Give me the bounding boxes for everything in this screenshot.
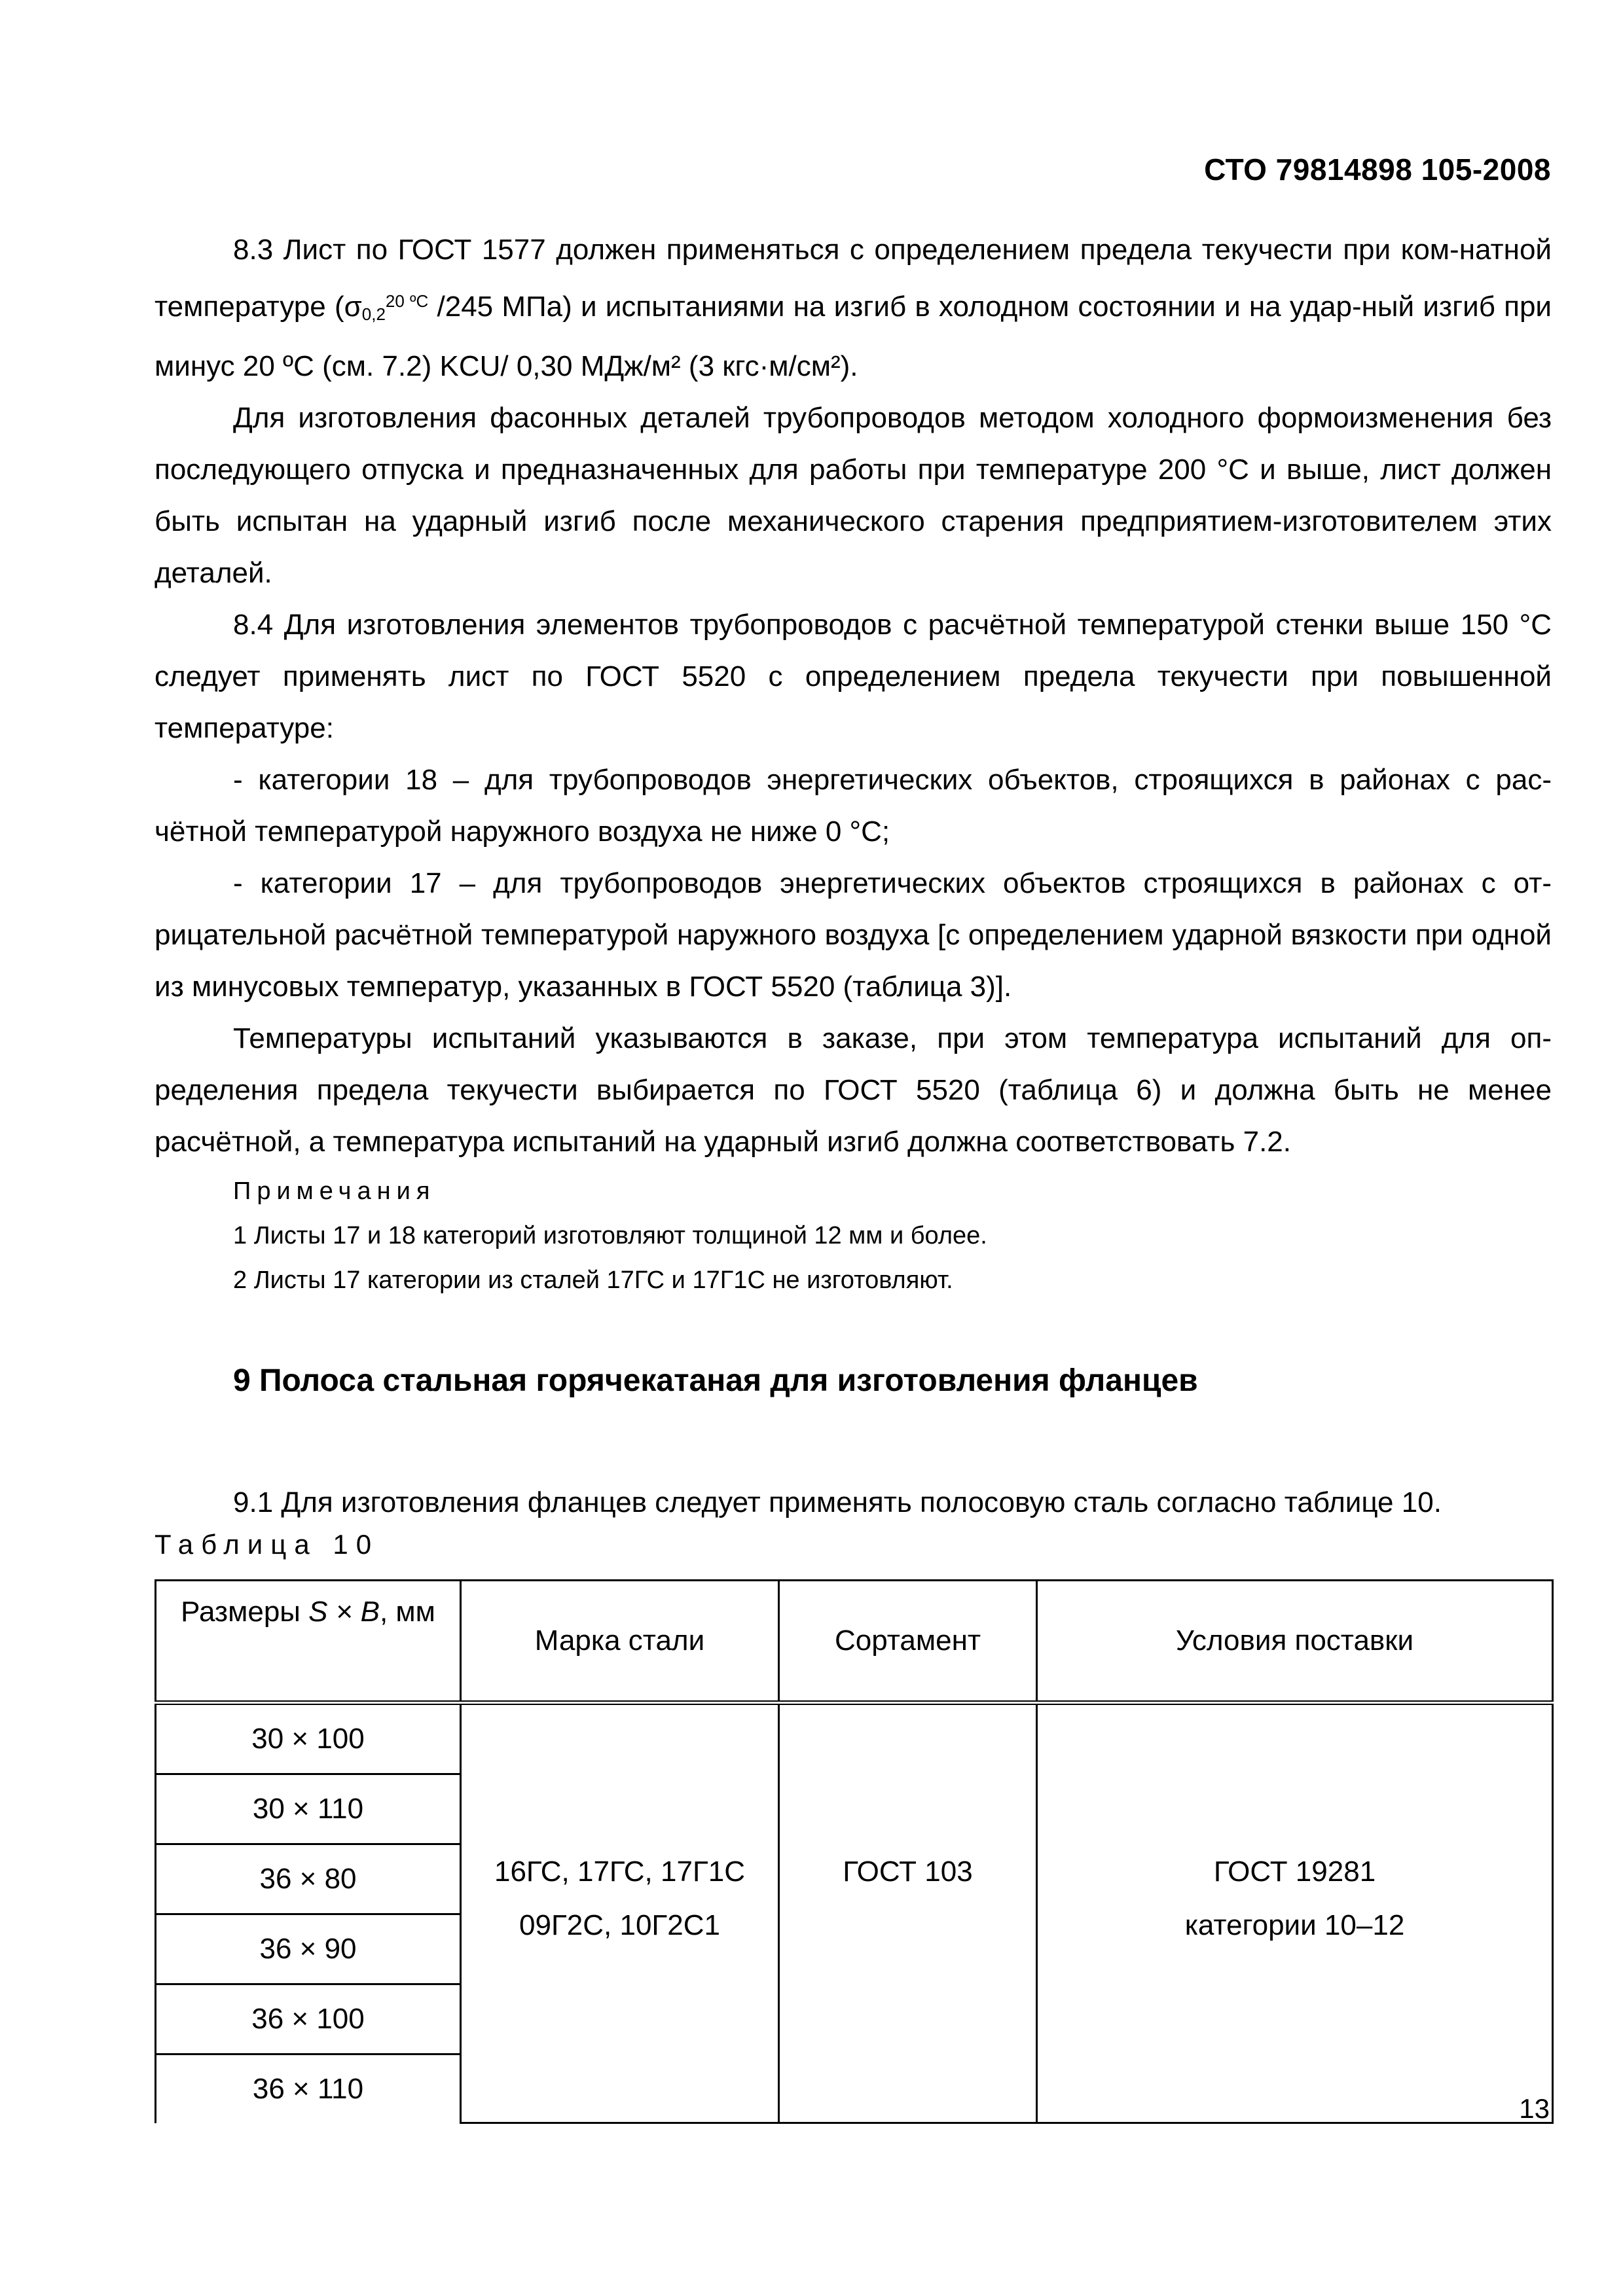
assortment-value: ГОСТ 103	[843, 1856, 973, 1888]
size-cell: 36 × 80	[156, 1844, 461, 1914]
steel-grade-line-1: 16ГС, 17ГС, 17Г1С	[494, 1856, 746, 1888]
delivery-line-2: категории 10–12	[1184, 1909, 1405, 1941]
size-cell: 30 × 100	[156, 1703, 461, 1774]
header-delivery-conditions: Условия поставки	[1037, 1581, 1553, 1703]
header-steel-grade: Марка стали	[461, 1581, 779, 1703]
size-cell: 36 × 100	[156, 1984, 461, 2054]
table-10	[155, 1579, 1554, 2124]
paragraph-8-3-part-b: /245 МПа) и испытаниями на изгиб в холодном состоянии и на удар-ный изгиб при минус 20 ºС (см. 7.2) KCU/ 0,30 МДж/м² (3 кгс·м/см²).	[155, 291, 1552, 382]
table-caption: Таблица 10	[155, 1529, 380, 1560]
steel-grade-cell	[461, 1703, 779, 2123]
table-header-row	[156, 1581, 1553, 1703]
steel-grade-line-2: 09Г2С, 10Г2С1	[519, 1909, 720, 1941]
size-cell: 36 × 90	[156, 1914, 461, 1984]
delivery-line-1: ГОСТ 19281	[1213, 1856, 1376, 1888]
note-item-2: 2 Листы 17 категории из сталей 17ГС и 17Г1С не изготовляют.	[233, 1266, 953, 1294]
paragraph-8-3-part-a: 8.3 Лист по ГОСТ 1577 должен применяться с определением предела текучести при ком-натной температуре (	[155, 234, 1552, 323]
paragraph-9-1	[155, 1477, 1552, 1528]
header-sizes-suffix: , мм	[379, 1596, 435, 1628]
paragraph-test-temperatures: Температуры испытаний указываются в заказе, при этом температура испытаний для оп-ределения предела текучести выбирается по ГОСТ 5520 (таблица 6) и должна быть не менее расчётной, а температура испытаний на ударный изгиб должна соответствовать 7.2.	[155, 1022, 1552, 1158]
body-text	[155, 224, 1552, 1302]
header-sizes-variables: S × B	[308, 1596, 380, 1628]
paragraph-fason-details: Для изготовления фасонных деталей трубопроводов методом холодного формоизменения без последующего отпуска и предназначенных для работы при температуре 200 °С и выше, лист должен быть испытан на ударный изгиб после механического старения предприятием-изготовителем этих деталей.	[155, 402, 1552, 589]
paragraph-category-17: - категории 17 – для трубопроводов энергетических объектов строящихся в районах с от-рицательной расчётной температурой наружного воздуха [с определением ударной вязкости при одной из минусовых температур, указанных в ГОСТ 5520 (таблица 3)].	[155, 867, 1552, 1003]
sigma-symbol: σ	[344, 291, 362, 323]
section-9-title: 9 Полоса стальная горячекатаная для изготовления фланцев	[233, 1363, 1198, 1398]
table-row	[156, 1703, 1553, 1774]
page-number: 13	[1519, 2093, 1550, 2124]
assortment-cell	[779, 1703, 1037, 2123]
size-cell: 36 × 110	[156, 2054, 461, 2123]
paragraph-8-4: 8.4 Для изготовления элементов трубопроводов с расчётной температурой стенки выше 150 °С следует применять лист по ГОСТ 5520 с определением предела текучести при повышенной температуре:	[155, 609, 1552, 744]
size-cell: 30 × 110	[156, 1774, 461, 1844]
delivery-cell	[1037, 1703, 1553, 2123]
paragraph-8-3	[155, 224, 1552, 392]
sigma-subscript: 0,2	[361, 304, 386, 324]
notes-label: Примечания	[233, 1177, 436, 1205]
header-sizes-prefix: Размеры	[181, 1596, 309, 1628]
document-code-header: СТО 79814898 105-2008	[1204, 152, 1551, 187]
paragraph-category-18: - категории 18 – для трубопроводов энергетических объектов, строящихся в районах с рас-чётной температурой наружного воздуха не ниже 0 °С;	[155, 764, 1552, 848]
header-sizes	[156, 1581, 461, 1703]
paragraph-9-1-text: 9.1 Для изготовления фланцев следует применять полосовую сталь согласно таблице 10.	[233, 1486, 1442, 1518]
note-item-1: 1 Листы 17 и 18 категорий изготовляют толщиной 12 мм и более.	[233, 1222, 987, 1249]
header-assortment: Сортамент	[779, 1581, 1037, 1703]
sigma-superscript: 20 ºС	[385, 291, 429, 311]
